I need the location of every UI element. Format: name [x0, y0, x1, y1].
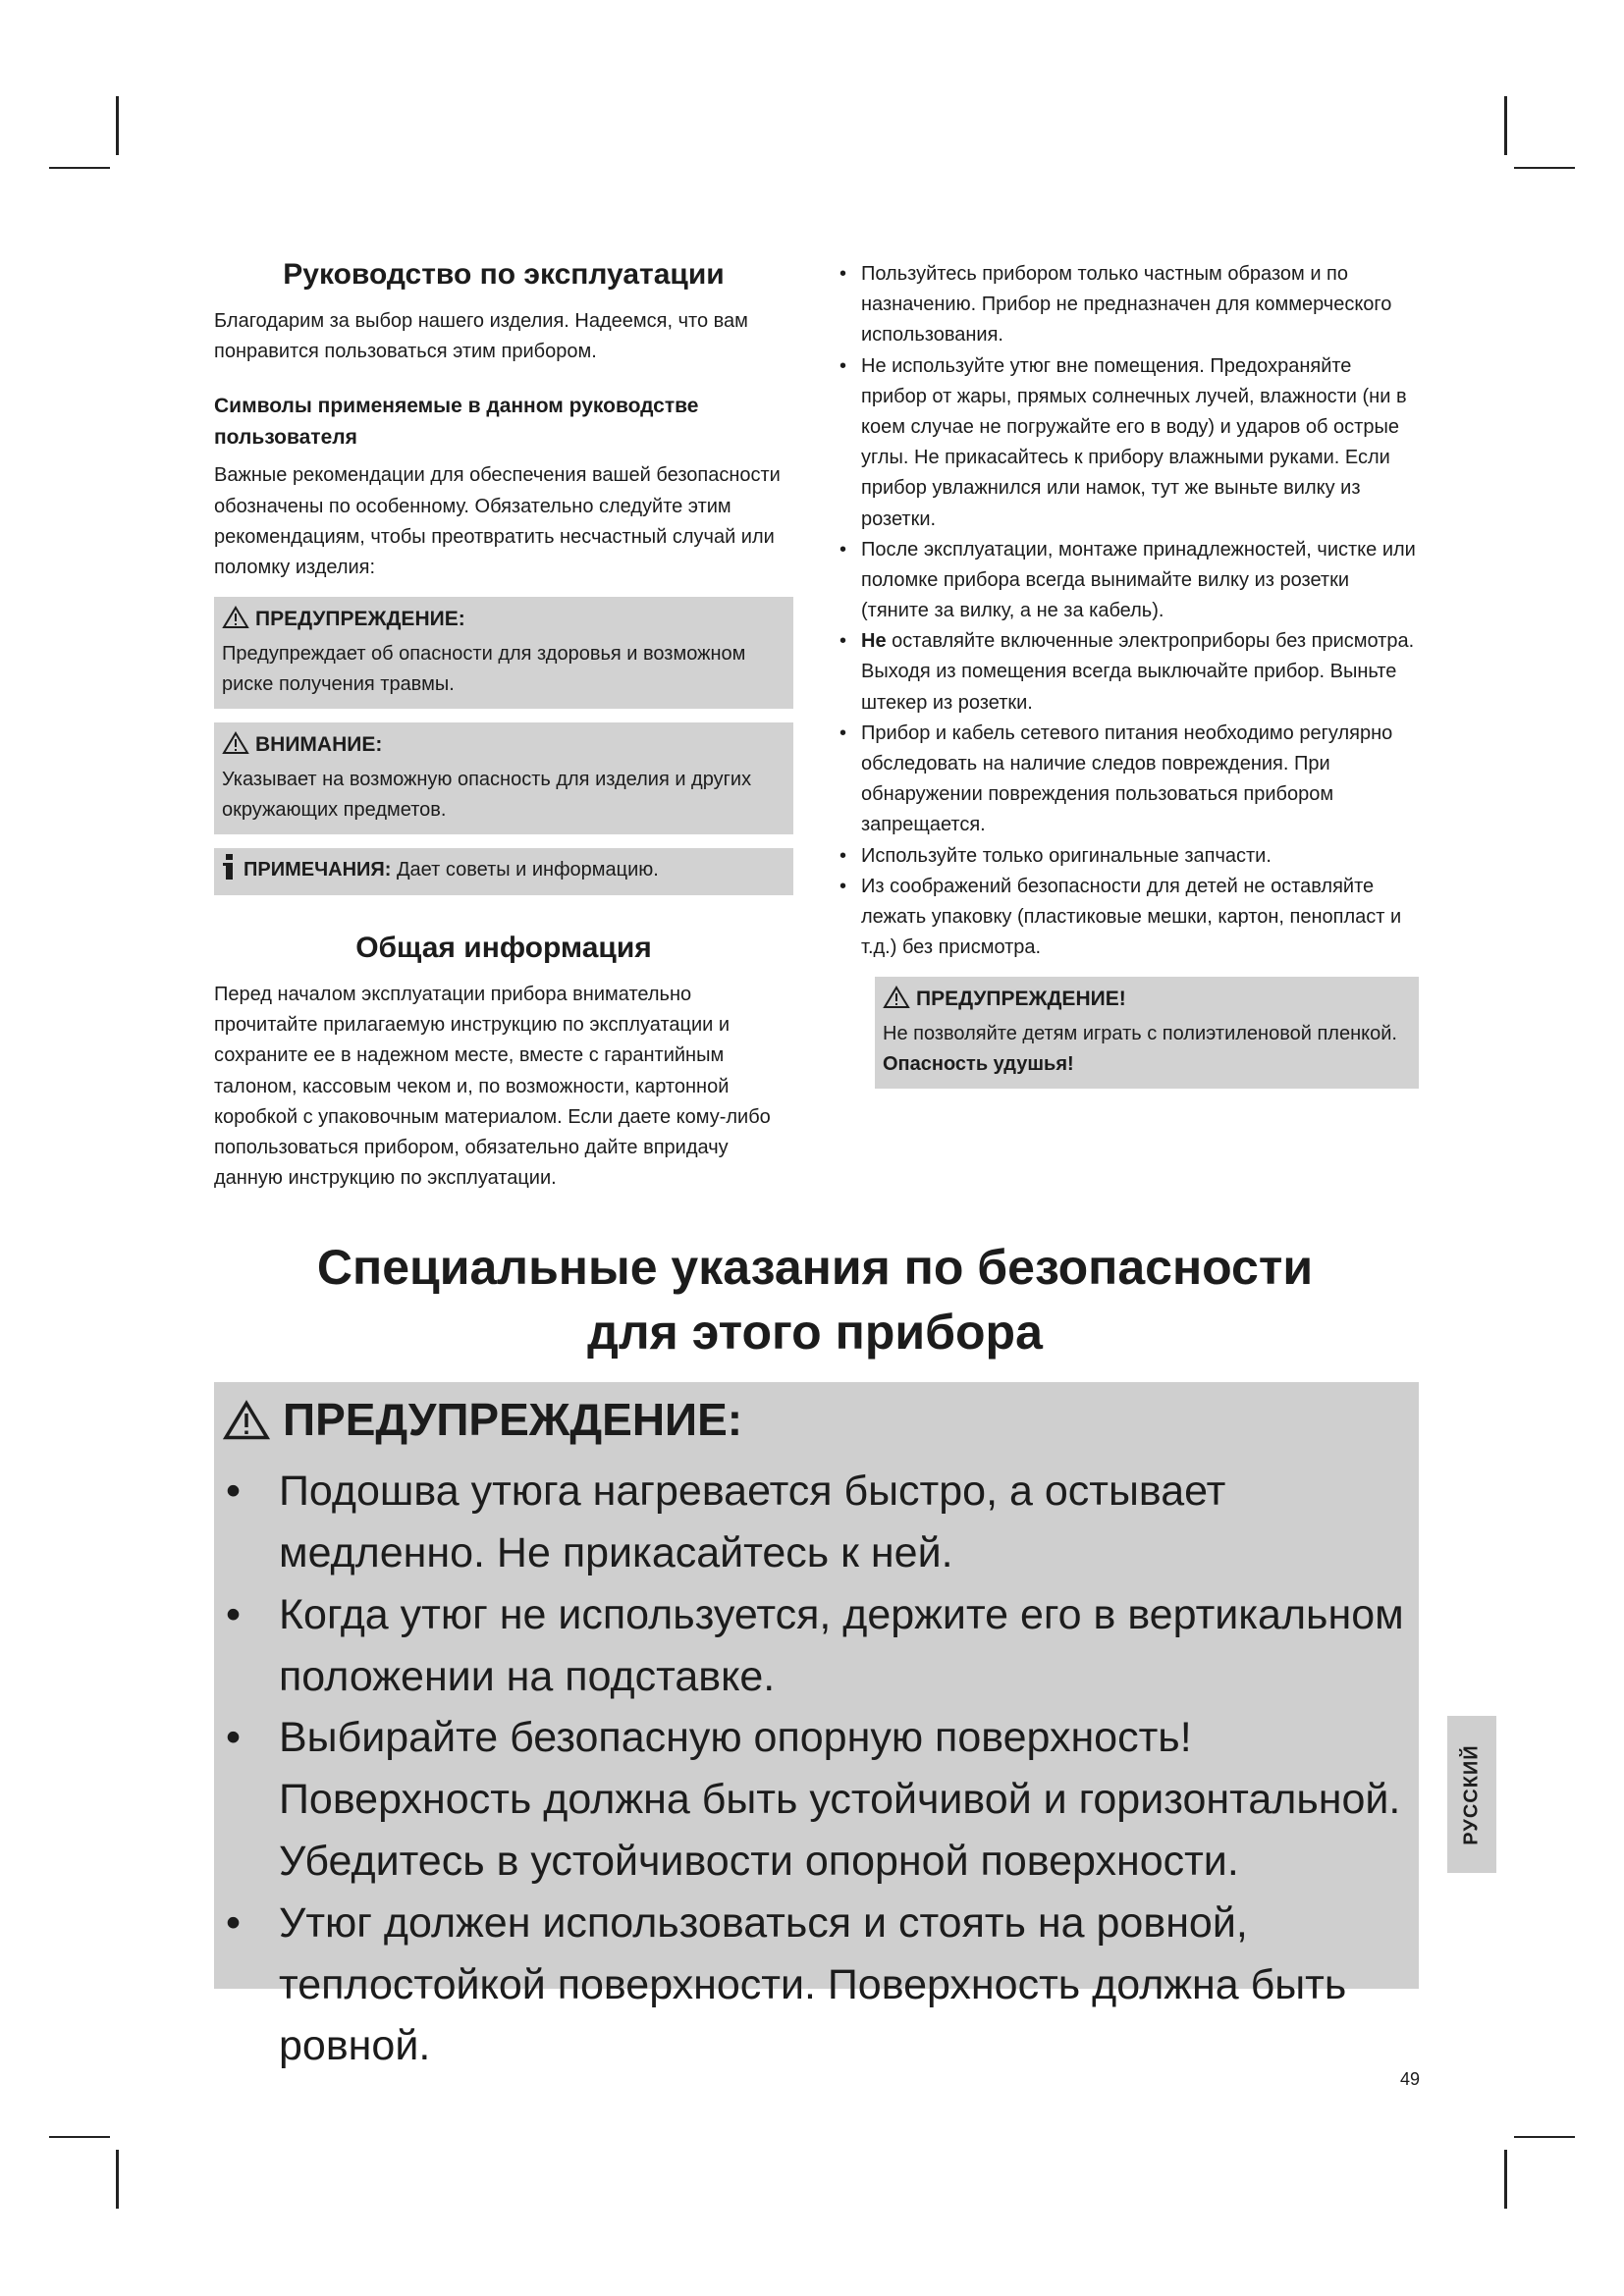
list-item: • Выбирайте безопасную опорную поверхность! Поверхность должна быть устойчивой и горизонтальной. Убедитесь в устойчивости опорной поверхности. — [226, 1714, 1401, 1885]
caution-box-text: Указывает на возможную опасность для изделия и других окружающих предметов. — [222, 768, 752, 821]
crop-mark — [1514, 167, 1575, 169]
list-item: • Пользуйтесь прибором только частным образом и по назначению. Прибор не предназначен для коммерческого использования. — [839, 263, 1392, 347]
caution-box — [214, 722, 793, 834]
special-warning-title: ПРЕДУПРЕЖДЕНИЕ: — [283, 1394, 743, 1445]
child-warning-title: ПРЕДУПРЕЖДЕНИЕ! — [916, 988, 1126, 1011]
list-item: • Когда утюг не используется, держите его в вертикальном положении на подставке. — [226, 1590, 1404, 1700]
crop-mark — [1504, 2150, 1507, 2209]
general-title: Общая информация — [355, 932, 652, 965]
special-warning-box — [214, 1382, 1419, 2070]
list-item: • Прибор и кабель сетевого питания необходимо регулярно обследовать на наличие следов повреждения. При обнаружении повреждения пользоваться прибором запрещается. — [839, 721, 1393, 836]
language-tab: РУССКИЙ — [1447, 1716, 1496, 1873]
warning-box — [214, 597, 793, 709]
page-number: 49 — [1400, 2069, 1421, 2089]
crop-mark — [49, 2136, 110, 2138]
special-list — [222, 1461, 1411, 2077]
list-item: • После эксплуатации, монтаже принадлежностей, чистке или поломке прибора всегда вынимайте вилку из розетки (тяните за вилку, а не за кабель). — [839, 538, 1416, 622]
right-column — [839, 259, 1419, 1089]
warning-triangle-icon — [222, 1394, 271, 1457]
note-box-title: ПРИМЕЧАНИЯ: — [244, 858, 392, 881]
crop-mark — [116, 2150, 119, 2209]
note-box-text: Дает советы и информацию. — [397, 858, 659, 881]
symbols-text: Важные рекомендации для обеспечения вашей безопасности обозначены по особенному. Обязательно следуйте этим рекомендациям, чтобы преотвратить несчастный случай или поломку изделия: — [214, 464, 781, 578]
child-warning-box — [875, 977, 1419, 1089]
left-column — [214, 257, 793, 1194]
safety-list — [839, 259, 1419, 963]
crop-mark — [116, 96, 119, 155]
note-box — [214, 848, 793, 895]
manual-title: Руководство по эксплуатации — [283, 258, 725, 291]
warning-box-text: Предупреждает об опасности для здоровья и возможном риске получения травмы. — [222, 642, 746, 695]
list-item: • Не используйте утюг вне помещения. Предохраняйте прибор от жары, прямых солнечных лучей, влажности (ни в коем случае не погружайте его в воду) и ударов об острые углы. Не прикасайтесь к прибору влажными руками. Если прибор увлажнился или намок, тут же выньте вилку из розетки. — [839, 354, 1407, 530]
list-item: • Используйте только оригинальные запчасти. — [839, 844, 1272, 867]
special-safety-title: Специальные указания по безопасности для этого прибора — [316, 1240, 1314, 1360]
warning-triangle-icon — [222, 606, 249, 639]
list-item: • Утюг должен использоваться и стоять на ровной, теплостойкой поверхности. Поверхность должна быть ровной. — [226, 1898, 1347, 2070]
child-warning-bold: Опасность удушья! — [883, 1053, 1074, 1075]
intro-text: Благодарим за выбор нашего изделия. Надеемся, что вам понравится пользоваться этим прибором. — [214, 310, 748, 363]
crop-mark — [1504, 96, 1507, 155]
warning-box-title: ПРЕДУПРЕЖДЕНИЕ: — [255, 608, 465, 631]
child-warning-text: Не позволяйте детям играть с полиэтиленовой пленкой. — [883, 1022, 1397, 1044]
symbols-heading: Символы применяемые в данном руководстве пользователя — [214, 395, 699, 449]
list-item: • Из соображений безопасности для детей не оставляйте лежать упаковку (пластиковые мешки, картон, пенопласт и т.д.) без присмотра. — [839, 875, 1402, 959]
list-item: • Не оставляйте включенные электроприборы без присмотра. Выходя из помещения всегда выключайте прибор. Выньте штекер из розетки. — [839, 630, 1415, 714]
caution-box-title: ВНИМАНИЕ: — [255, 733, 383, 756]
crop-mark — [49, 167, 110, 169]
warning-triangle-icon — [222, 731, 249, 765]
list-item: • Подошва утюга нагревается быстро, а остывает медленно. Не прикасайтесь к ней. — [226, 1468, 1226, 1577]
info-icon — [222, 854, 238, 889]
crop-mark — [1514, 2136, 1575, 2138]
general-text: Перед началом эксплуатации прибора внимательно прочитайте прилагаемую инструкцию по эксплуатации и сохраните ее в надежном месте, вместе с гарантийным талоном, кассовым чеком и, по возможности, картонной коробкой с упаковочным материалом. Если даете кому-либо попользоваться прибором, обязательно дайте впридачу данную инструкцию по эксплуатации. — [214, 984, 771, 1190]
warning-triangle-icon — [883, 986, 910, 1019]
